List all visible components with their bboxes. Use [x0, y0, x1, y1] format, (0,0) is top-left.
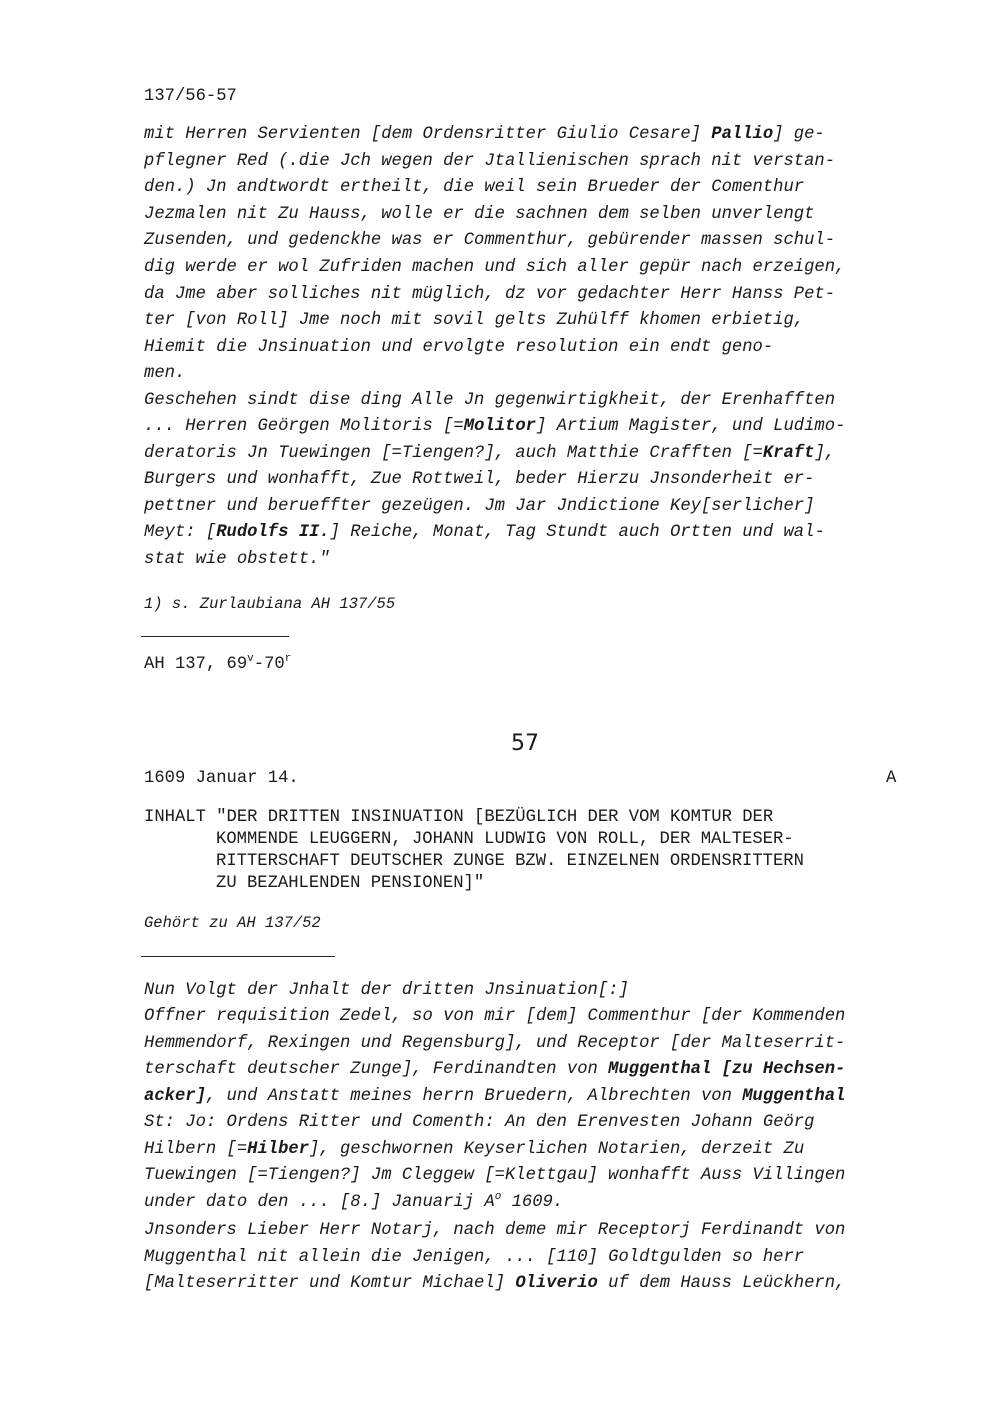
transcript-line: Muggenthal nit allein die Jenigen, ... [110] Goldtgulden so herr [144, 1248, 805, 1267]
transcript-line: men. [144, 364, 186, 383]
highlighted-name: Oliverio [515, 1274, 598, 1293]
document-date: 1609 Januar 14. [144, 769, 299, 788]
document-number: 57 [511, 731, 539, 756]
title-line: RITTERSCHAFT DEUTSCHER ZUNGE BZW. EINZELNEN ORDENSRITTERN [216, 852, 804, 871]
highlighted-name: Rudolfs II. [216, 523, 330, 542]
transcript-line: Nun Volgt der Jnhalt der dritten Jnsinuation[:] [144, 981, 629, 1000]
title-line: INHALT "DER DRITTEN INSINUATION [BEZÜGLICH DER VOM KOMTUR DER [144, 808, 774, 827]
transcript-line: Meyt: [Rudolfs II.] Reiche, Monat, Tag Stundt auch Ortten und wal- [144, 523, 825, 542]
divider [141, 636, 289, 637]
transcript-line: acker], und Anstatt meines herrn Bruedern, Albrechten von Muggenthal [144, 1087, 846, 1106]
transcript-line: Offner requisition Zedel, so von mir [dem] Commenthur [der Kommenden [144, 1007, 846, 1026]
transcript-line: ... Herren Geörgen Molitoris [=Molitor] Artium Magister, und Ludimo- [144, 417, 846, 436]
highlighted-name: Hilber [247, 1140, 310, 1159]
divider [141, 956, 335, 957]
transcript-line: da Jme aber solliches nit müglich, dz vor gedachter Herr Hanss Pet- [144, 285, 836, 304]
transcript-line: den.) Jn andtwordt ertheilt, die weil sein Brueder der Comenthur [144, 178, 805, 197]
title-line: KOMMENDE LEUGGERN, JOHANN LUDWIG VON ROLL, DER MALTESER- [216, 830, 794, 849]
transcript-line: mit Herren Servienten [dem Ordensritter Giulio Cesare] Pallio] ge- [144, 125, 825, 144]
transcript-line: Hemmendorf, Rexingen und Regensburg], und Receptor [der Malteserrit- [144, 1034, 846, 1053]
source-reference: AH 137, 69$^v$-70$^r$ [144, 653, 292, 674]
transcript-line: Jnsonders Lieber Herr Notarj, nach deme mir Receptorj Ferdinandt von [144, 1221, 846, 1240]
highlighted-name: acker] [144, 1087, 206, 1106]
transcript-line: Tuewingen [=Tiengen?] Jm Cleggew [=Klettgau] wonhafft Auss Villingen [144, 1166, 846, 1185]
transcript-line: Hiemit die Jnsinuation und ervolgte resolution ein endt geno- [144, 338, 774, 357]
transcript-line: dig werde er wol Zufriden machen und sich aller gepür nach erzeigen, [144, 258, 846, 277]
transcript-line: Burgers und wonhafft, Zue Rottweil, beder Hierzu Jnsonderheit er- [144, 470, 815, 489]
transcript-line: ter [von Roll] Jme noch mit sovil gelts Zuhülff khomen erbietig, [144, 311, 805, 330]
footnote: 1) s. Zurlaubiana AH 137/55 [144, 595, 396, 613]
transcript-line: Zusenden, und gedenckhe was er Commenthur, gebürender massen schul- [144, 231, 836, 250]
highlighted-name: Muggenthal [742, 1087, 846, 1106]
transcript-line: Jezmalen nit Zu Hauss, wolle er die sachnen dem selben unverlengt [144, 205, 815, 224]
title-line: ZU BEZAHLENDEN PENSIONEN]" [216, 874, 485, 893]
transcript-line: Geschehen sindt dise ding Alle Jn gegenwirtigkheit, der Erenhafften [144, 391, 836, 410]
transcript-line: pettner und berueffter gezeügen. Jm Jar Jndictione Key[serlicher] [144, 497, 815, 516]
transcript-line: [Malteserritter und Komtur Michael] Oliverio uf dem Hauss Leückhern, [144, 1274, 846, 1293]
transcript-line: St: Jo: Ordens Ritter und Comenth: An den Erenvesten Johann Geörg [144, 1113, 815, 1132]
page-reference: 137/56-57 [144, 87, 237, 106]
highlighted-name: Pallio [711, 125, 774, 144]
highlighted-name: Molitor [463, 417, 536, 436]
related-reference: Gehört zu AH 137/52 [144, 914, 321, 932]
transcript-line: Hilbern [=Hilber], geschwornen Keyserlichen Notarien, derzeit Zu [144, 1140, 805, 1159]
transcript-line: terschaft deutscher Zunge], Ferdinandten von Muggenthal [zu Hechsen- [144, 1060, 846, 1079]
highlighted-name: Kraft [762, 444, 815, 463]
document-marker: A [886, 769, 897, 788]
highlighted-name: Muggenthal [zu Hechsen- [608, 1060, 846, 1079]
transcript-line: stat wie obstett." [144, 550, 330, 569]
transcript-line: pflegner Red (.die Jch wegen der Jtallienischen sprach nit verstan- [144, 152, 836, 171]
transcript-line: under dato den ... [8.] Januarij $A^o$ 1609. [144, 1191, 564, 1212]
transcript-line: deratoris Jn Tuewingen [=Tiengen?], auch Matthie Crafften [=Kraft], [144, 444, 836, 463]
